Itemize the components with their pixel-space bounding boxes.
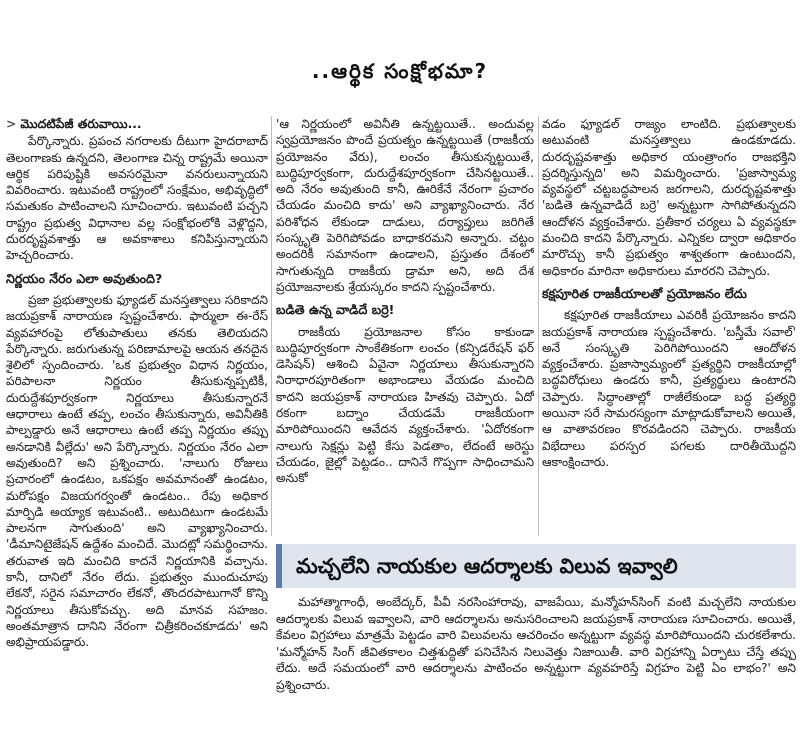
article-column-1	[6, 116, 268, 748]
article-column-3	[542, 116, 796, 538]
box-article	[276, 594, 796, 744]
continuation-kicker	[6, 116, 268, 132]
column3-subheading: కక్షపూరిత రాజకీయాలతో ప్రయోజనం లేదు	[542, 285, 747, 301]
column1-paragraph-1: పేర్కొన్నారు. ప్రపంచ నగరాలకు దీటుగా హైదరాబాద్ తెలంగాణకు ఉన్నదని, తెలంగాణ చిన్న రాష్ట్రమే అయినా ఆర్థిక పరిపుష్టికి అవసరమైనా వనరులున్నాయని వివరించారు. ఇటువంటి రాష్ట్రంలో సంక్షేమం, అభివృద్ధిలో సమతుకం పాటించాలని సూచించారు. ఇటువంటి పచ్చని రాష్ట్రం ప్రభుత్వ విధానాల వల్ల సంక్షోభంలోకి వెళ్లొద్దని, దురదృష్టవశాత్తు ఆ అవకాశాలు కనిపిస్తున్నాయని హెచ్చరించారు.	[6, 134, 268, 263]
column3-paragraph-2: కక్షపూరిత రాజకీయాలు ఎవరికీ ప్రయోజనం కాదని జయప్రకాశ్ నారాయణ స్పష్టంచేశారు. 'బస్తీమే సవాల్' అనే సంస్కృతి పెరిగిపోయిందని ఆందోళన వ్యక్తంచేశారు. ప్రజాస్వామ్యంలో ప్రత్యర్థిని రాజకీయాల్లో బద్ధవిరోధులు ఉండరు కానీ, ప్రత్యర్థులు ఉంటారని చెప్పారు. సిద్ధాంతాల్లో రాజీలేకుండా బద్ధ ప్రత్యర్థి అయినా సరే సామరస్యంగా మాట్లాడుకోవాలని అయితే, ఆ వాతావరణం కొరవడిందని చెప్పారు. రాజకీయ విభేదాలు పరస్పర పగలకు దారితీయొద్దని ఆకాంక్షించారు.	[542, 308, 796, 469]
column1-subheading: నిర్ణయం నేరం ఎలా అవుతుంది?	[6, 270, 163, 286]
headline: ..ఆర్థిక సంక్షోభమా?	[311, 59, 489, 84]
column-divider-2	[538, 116, 539, 536]
chevron-right-icon: >	[6, 117, 17, 131]
box-heading: మచ్చలేని నాయకుల ఆదర్శాలకు విలువ ఇవ్వాలి	[276, 544, 796, 588]
box-paragraph: మహాత్మాగాంధీ, అంబేద్కర్, పీవీ నరసింహారావు, వాజపేయి, మన్మోహన్‌సింగ్ వంటి మచ్చలేని నాయకుల ఆదర్శాలకు విలువ ఇవ్వాలని, వారి ఆదర్శాలను అనుసరించాలని జయప్రకాశ్ నారాయణ సూచించారు. అయితే, కేవలం విగ్రహాలు మాత్రమే పెట్టడం వారి విలువలను ఆచరించం అన్నట్టుగా వ్యవస్థ మారిపోయిందని చురకలేశారు. 'మన్మోహన్ సింగ్ జీవితకాలం చిత్తశుద్ధితో పనిచేసిన నిలువెత్తు నిజాయితీ. వారి విగ్రహాన్ని ఏర్పాటు చేస్తే తప్పు లేదు. అదే సమయంలో వారి ఆదర్శాలను పాటించం అన్నట్టుగా వ్యవహరిస్తే విగ్రహం పెట్టి ఏం లాభం?' అని ప్రశ్నించారు.	[276, 595, 796, 692]
article-column-2	[276, 116, 534, 538]
column-divider-1	[271, 116, 272, 536]
column1-paragraph-2: ప్రజా ప్రభుత్వాలకు ఫ్యూడల్ మనస్తత్వాలు సరికాదని జయప్రకాశ్ నారాయణ స్పష్టంచేశారు. ఫార్ములా ఈ-రేస్ వ్యవహారంపై లోతుపాతులు తనకు తెలియదని పేర్కొన్నారు. జరుగుతున్న పరిణామాలపై ఆయన తనదైన శైలిలో స్పందించారు. 'ఒక ప్రభుత్వం విధాన నిర్ణయం, పరిపాలనా నిర్ణయం తీసుకున్నప్పటికీ, దురుద్దేశపూర్వకంగా నిర్ణయాలు తీసుకున్నారనే ఆధారాలు ఉంటే తప్ప, లంచం తీసుకున్నారు, అవినీతికి పాల్పడ్డారు అనే ఆధారాలు ఉంటే తప్ప నిర్ణయం తప్పు అనడానికి వీల్లేదు' అని పేర్కొన్నారు. నిర్ణయం నేరం ఎలా అవుతుంది? అని ప్రశ్నించారు. 'నాలుగు రోజులు ప్రచారంలో ఉండటం, ఒకపక్షం అవమానంతో ఉండటం, మరోపక్షం విజయగర్వంతో ఉండటం.. రేపు అధికార మార్పిడి అయ్యాక ఇటువంటి.. అటుదిటుగా ఉండటమే పాలనగా సాగుతుంది' అని వ్యాఖ్యానించారు. 'డీమానిటైజేషన్ ఉద్దేశం మంచిదే. మొదట్లో సమర్థించాను. తరువాత ఇది మంచిది కాదనే నిర్ణయానికి వచ్చాను. కానీ, దానిలో నేరం లేదు. ప్రభుత్వం ముందుచూపు లేకనో, సరైన సమాచారం లేకనో, తొందరపాటుగానో కొన్ని నిర్ణయాలు తీసుకోవచ్చు. అది మానవ సహజం. అంతమాత్రాన దానిని నేరంగా చిత్రీకరించకూడదు' అని అభిప్రాయపడ్డారు.	[6, 292, 268, 650]
column3-paragraph-1: వడం ఫ్యూడల్ రాజ్యం లాంటిది. ప్రభుత్వాలకు అటువంటి మనస్తత్వాలు ఉండకూడదు. దురదృష్టవశాత్తు అధికార యంత్రాంగం రాజభక్తిని ప్రదర్శిస్తున్నది' అని విమర్శించారు. 'ప్రజాస్వామ్య వ్యవస్థలో చట్టబద్ధపాలన జరగాలని, దురదృష్టవశాత్తు 'బడితె ఉన్నవాడిదే బర్రె' అన్నట్టుగా సాగిపోతున్నదని ఆందోళన వ్యక్తంచేశారు. ప్రతీకార చర్యలు ఏ వ్యవస్థకూ మంచిది కాదని పేర్కొన్నారు. ఎన్నికల ద్వారా అధికారం మారొచ్చు కానీ ప్రభుత్వం శాశ్వతంగా ఉంటుందని, అధికారం మారినా అధికారులు మారరని చెప్పారు.	[542, 117, 796, 278]
column2-paragraph-2: రాజకీయ ప్రయోజనాల కోసం కాకుండా బుద్ధిపూర్వకంగా సాంకేతికంగా లంచం (కన్సిడరేషన్ ఫర్ డెసిషన్) ఆశించి ఏవైనా నిర్ణయాలు తీసుకున్నారని నిరాధారపూరితంగా అభాండాలు వేయడం మంచిది కాదని జయప్రకాశ్ నారాయణ హితవు చెప్పారు. ఏదో రకంగా బద్నాం చేయడమే రాజకీయంగా మారిపోయిందని ఆవేదన వ్యక్తంచేశారు. 'ఏదోరకంగా నాలుగు సెక్షన్లు పెట్టి కేసు పెడతాం, లేదంటే అరెస్టు చేయడం, జైల్లో పెట్టడం.. దానినే గొప్పగా సాధించామని అనుకో	[276, 324, 534, 486]
column2-paragraph-1: 'ఆ నిర్ణయంలో అవినీతి ఉన్నట్టయితే.. అందువల్ల స్వప్రయోజనం పొందే ప్రయత్నం ఉన్నట్టయితే (రాజకీయ ప్రయోజనం వేరు), లంచం తీసుకున్నట్టయితే, బుద్ధిపూర్వకంగా, దురుద్దేశపూర్వకంగా చేసినట్టయితే.. అది నేరం అవుతుంది కానీ, ఊరికేనే నేరంగా ప్రచారం చేయడం మంచిది కాదు' అని వ్యాఖ్యానించారు. నేర పరిశోధన లేకుండా దాడులు, దర్యాప్తులు జరిగితే సంస్కృతి పెరిగిపోవడం బాధాకరమని అన్నారు. చట్టం అందరికీ సమానంగా ఉండాలని, ప్రస్తుతం దేశంలో సాగుతున్నది రాజకీయ డ్రామా అని, అది దేశ ప్రయోజనాలకు శ్రేయస్కరం కాదని స్పష్టంచేశారు.	[276, 117, 534, 294]
column2-subheading: బడితె ఉన్న వాడిదే బర్రె!	[276, 302, 395, 318]
kicker-text: మొదటిపేజీ తరువాయి...	[20, 117, 142, 131]
